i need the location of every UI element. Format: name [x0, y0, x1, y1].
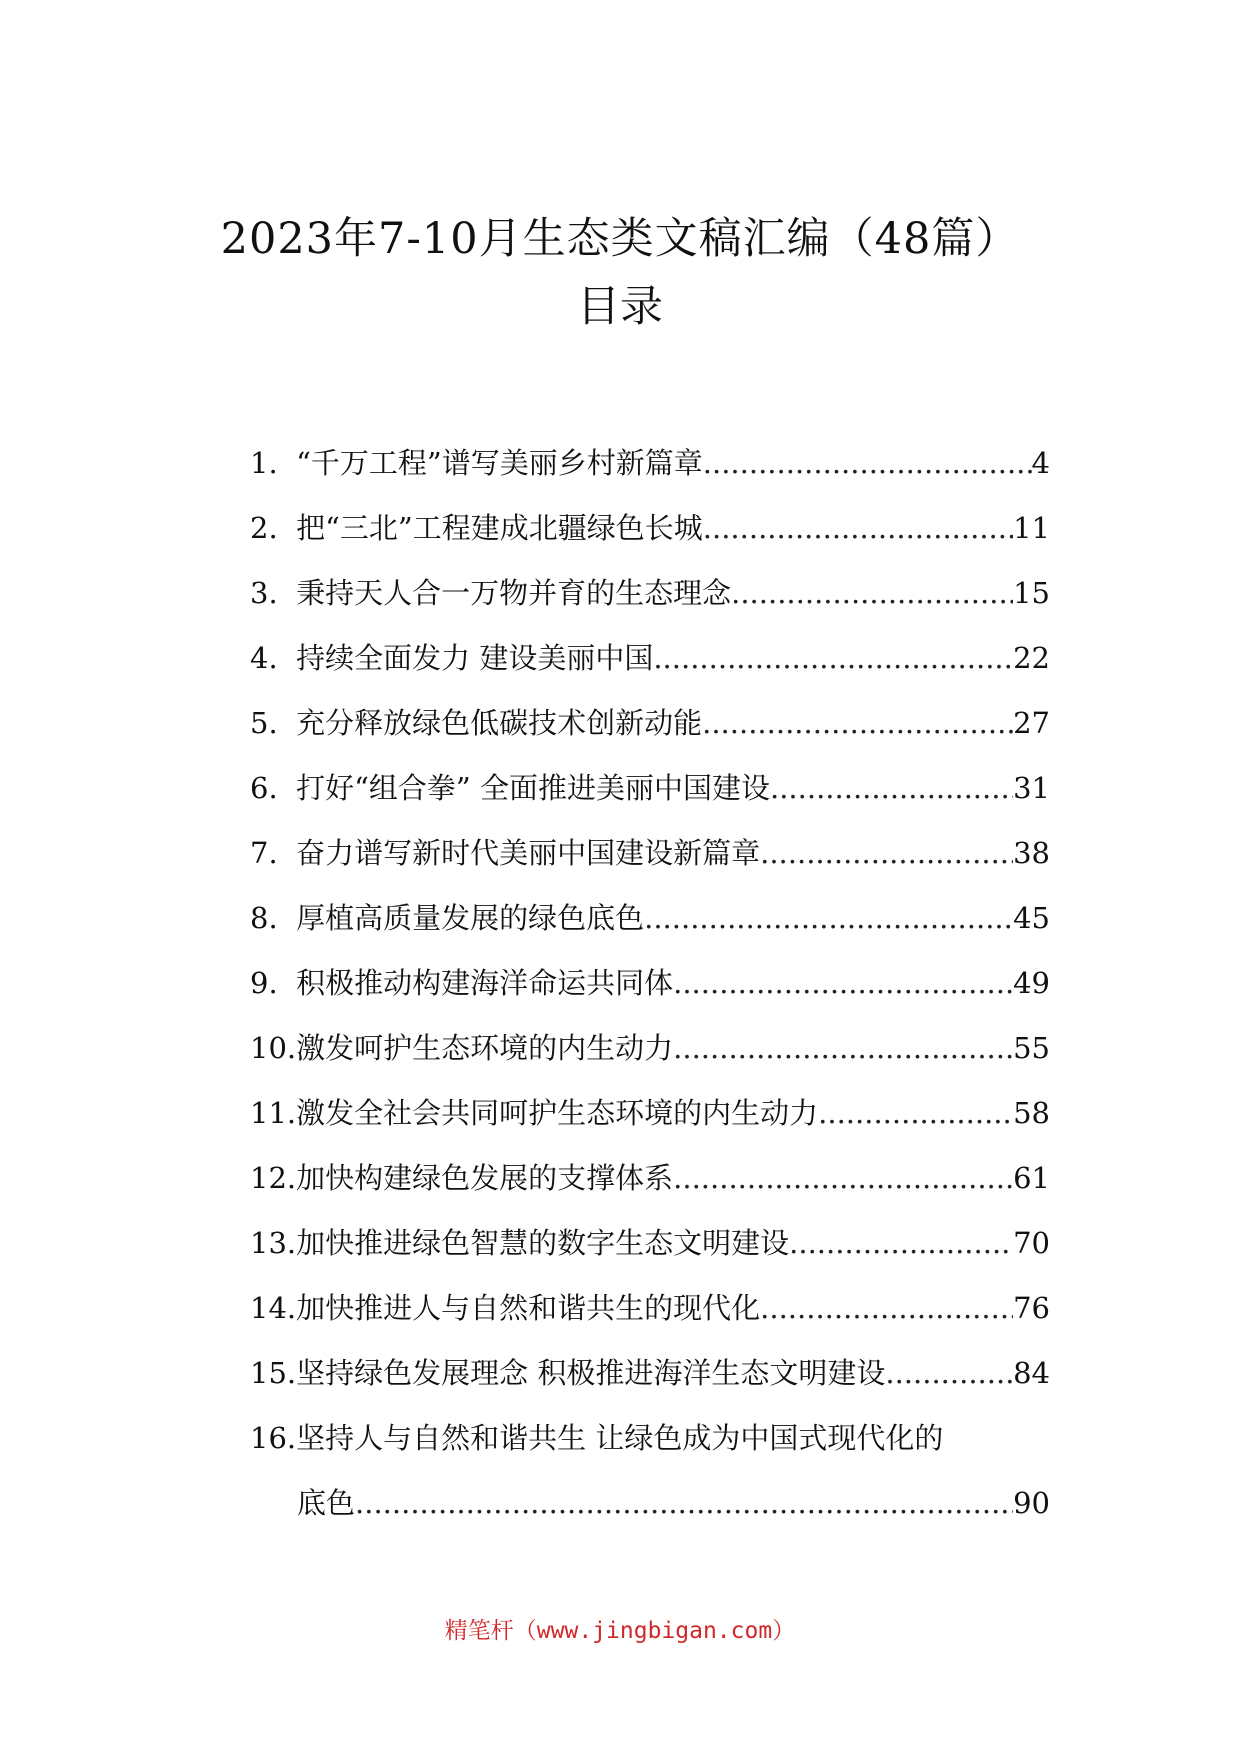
toc-entry-title: 加快推进绿色智慧的数字生态文明建设	[296, 1226, 790, 1260]
toc-entry[interactable]	[250, 682, 1050, 747]
toc-entry-number: 1.	[250, 446, 297, 480]
toc-entry-number: 15.	[250, 1356, 297, 1390]
toc-entry-number: 14.	[250, 1291, 297, 1325]
toc-entry-number: 5.	[250, 706, 297, 740]
toc-entry-page: 49	[1013, 966, 1050, 1000]
toc-dot-leader	[673, 1154, 1013, 1202]
toc-entry[interactable]	[250, 1007, 1050, 1072]
toc-entry-number: 4.	[250, 641, 297, 675]
toc-entry-title: 打好“组合拳” 全面推进美丽中国建设	[296, 771, 770, 805]
toc-entry-title: 激发全社会共同呵护生态环境的内生动力	[296, 1096, 819, 1130]
toc-entry[interactable]	[250, 1137, 1050, 1202]
toc-entry-page: 4	[1031, 446, 1050, 480]
toc-entry-page: 38	[1013, 836, 1050, 870]
toc-entry-page: 70	[1013, 1226, 1050, 1260]
toc-entry[interactable]	[250, 877, 1050, 942]
toc-entry-title: 积极推动构建海洋命运共同体	[296, 966, 674, 1000]
toc-entry-title: 激发呵护生态环境的内生动力	[296, 1031, 674, 1065]
toc-dot-leader	[885, 1349, 1013, 1397]
toc-entry-number: 16.	[250, 1421, 297, 1455]
toc-entry-number: 13.	[250, 1226, 297, 1260]
toc-entry-title: 把“三北”工程建成北疆绿色长城	[296, 511, 703, 545]
toc-entry-page: 11	[1013, 511, 1050, 545]
toc-dot-leader	[789, 1219, 1013, 1267]
toc-entry[interactable]	[250, 487, 1050, 552]
toc-entry-title: 持续全面发力 建设美丽中国	[296, 641, 654, 675]
toc-entry[interactable]	[250, 422, 1050, 487]
toc-dot-leader	[760, 1284, 1013, 1332]
toc-entry-page: 15	[1013, 576, 1050, 610]
footer-watermark[interactable]: 精笔杆（www.jingbigan.com）	[444, 1618, 796, 1644]
toc-entry-page: 76	[1013, 1291, 1050, 1325]
toc-entry-page: 27	[1013, 706, 1050, 740]
toc-dot-leader	[818, 1089, 1013, 1137]
toc-dot-leader	[703, 504, 1013, 552]
toc-dot-leader	[673, 1024, 1013, 1072]
toc-entry-page: 31	[1013, 771, 1050, 805]
toc-dot-leader	[702, 699, 1013, 747]
toc-dot-leader	[355, 1479, 1013, 1527]
toc-entry-number: 8.	[250, 901, 297, 935]
document-title: 2023年7-10月生态类文稿汇编（48篇）	[220, 214, 1020, 264]
toc-entry-page: 61	[1013, 1161, 1050, 1195]
toc-entry-page: 58	[1013, 1096, 1050, 1130]
toc-entry[interactable]	[250, 1072, 1050, 1137]
toc-entry[interactable]	[250, 812, 1050, 877]
toc-entry-number: 6.	[250, 771, 297, 805]
toc-entry[interactable]	[250, 617, 1050, 682]
toc-dot-leader	[673, 959, 1013, 1007]
toc-entry-title: 厚植高质量发展的绿色底色	[296, 901, 645, 935]
toc-entry-number: 3.	[250, 576, 297, 610]
toc-entry-page: 45	[1013, 901, 1050, 935]
toc-entry-number: 2.	[250, 511, 297, 545]
toc-entry[interactable]	[250, 1202, 1050, 1267]
toc-entry-title: “千万工程”谱写美丽乡村新篇章	[296, 446, 703, 480]
toc-entry[interactable]	[250, 747, 1050, 812]
toc-entry-line-1[interactable]	[250, 1397, 1050, 1462]
toc-entry-page: 90	[1013, 1486, 1050, 1520]
toc-entry-title: 秉持天人合一万物并育的生态理念	[296, 576, 732, 610]
toc-entry[interactable]	[250, 1267, 1050, 1332]
toc-entry-number: 7.	[250, 836, 297, 870]
toc-entry-title: 加快构建绿色发展的支撑体系	[296, 1161, 674, 1195]
toc-dot-leader	[644, 894, 1013, 942]
toc-entry[interactable]	[250, 1332, 1050, 1397]
toc-entry[interactable]	[250, 552, 1050, 617]
toc-entry-number: 12.	[250, 1161, 297, 1195]
toc-entry-page: 22	[1013, 641, 1050, 675]
toc-dot-leader	[703, 439, 1032, 487]
toc-entry-number: 10.	[250, 1031, 297, 1065]
toc-entry[interactable]	[250, 942, 1050, 1007]
toc-entry-title: 坚持人与自然和谐共生 让绿色成为中国式现代化的	[296, 1421, 944, 1455]
toc-entry-title: 加快推进人与自然和谐共生的现代化	[296, 1291, 761, 1325]
toc-entry-title-continued: 底色	[297, 1486, 356, 1520]
toc-entry-title: 充分释放绿色低碳技术创新动能	[296, 706, 703, 740]
toc-dot-leader	[731, 569, 1013, 617]
toc-entry-page: 84	[1013, 1356, 1050, 1390]
toc-heading: 目录	[577, 282, 663, 332]
toc-entry-continuation[interactable]	[250, 1462, 1050, 1527]
toc-entry-page: 55	[1013, 1031, 1050, 1065]
toc-entry-title: 奋力谱写新时代美丽中国建设新篇章	[296, 836, 761, 870]
title-block	[0, 208, 1240, 338]
toc-entry-title: 坚持绿色发展理念 积极推进海洋生态文明建设	[296, 1356, 886, 1390]
toc-entry-number: 11.	[250, 1096, 297, 1130]
toc-dot-leader	[760, 829, 1013, 877]
toc-dot-leader	[653, 634, 1013, 682]
table-of-contents	[250, 422, 1050, 1527]
toc-entry-number: 9.	[250, 966, 297, 1000]
toc-dot-leader	[770, 764, 1013, 812]
